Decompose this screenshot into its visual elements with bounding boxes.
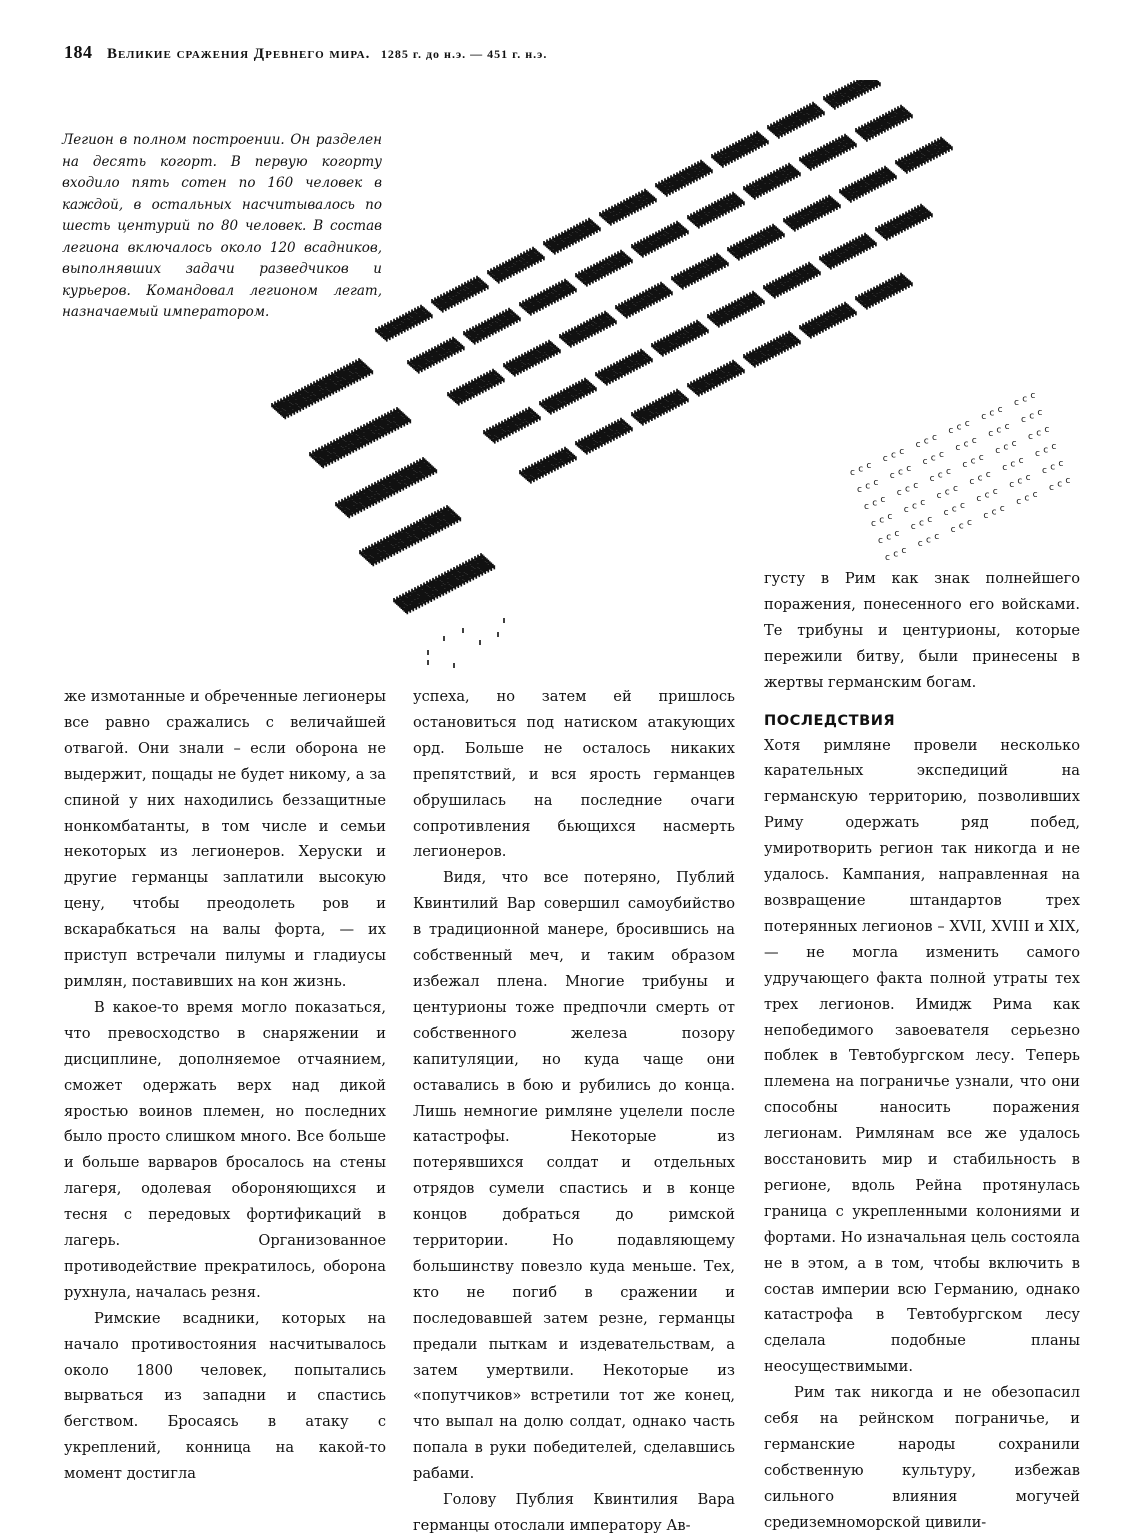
svg-text:c: c: [887, 512, 893, 522]
svg-text:c: c: [937, 470, 943, 481]
svg-text:c: c: [976, 494, 982, 504]
svg-text:c: c: [873, 478, 879, 488]
century-block: [764, 262, 820, 299]
svg-text:c: c: [992, 487, 998, 497]
svg-text:c: c: [1004, 422, 1010, 432]
svg-text:c: c: [970, 456, 976, 467]
svg-text:c: c: [920, 498, 926, 508]
svg-text:c: c: [880, 495, 886, 505]
svg-text:c: c: [963, 439, 969, 450]
century-block: [856, 273, 912, 310]
svg-text:c: c: [878, 536, 883, 546]
text-column-2: [413, 684, 735, 1539]
svg-text:c: c: [929, 474, 935, 484]
svg-text:c: c: [999, 504, 1005, 514]
svg-text:c: c: [988, 429, 994, 439]
svg-text:c: c: [910, 522, 916, 532]
svg-text:c: c: [956, 422, 962, 433]
cavalry-block: [850, 391, 1070, 563]
century-block: [376, 305, 432, 342]
svg-text:c: c: [944, 487, 950, 498]
svg-text:c: c: [989, 408, 995, 419]
century-block: [820, 233, 876, 270]
book-title: Великие сражения Древнего мира.: [107, 46, 371, 62]
svg-text:c: c: [1050, 462, 1056, 473]
svg-text:c: c: [857, 485, 862, 495]
svg-text:c: c: [1018, 456, 1024, 466]
svg-text:c: c: [939, 450, 944, 460]
svg-text:c: c: [978, 453, 984, 463]
century-block: [576, 250, 632, 287]
text-column-1: [64, 684, 386, 1487]
svg-text:c: c: [858, 464, 864, 475]
paragraph: Римские всадники, которых на начало противостояния насчитывалось около 1800 человек, попытались вырваться из западни и спастись бегством. Бросаясь в атаку с укреплений, конница на какой-то момент достигла: [64, 1309, 386, 1483]
caption-text: Легион в полном построении. Он разделен на десять когорт. В первую когорту входило пять сотен по 160 человек в каждой, в остальных насчитывалось по шесть центурий по 80 человек. В состав легиона включалось около 120 всадников, выполнявших задачи разведчиков и курьеров. Командовал легионом легат, назначаемый императором.: [62, 132, 382, 320]
svg-text:c: c: [1003, 442, 1009, 453]
first-cohort-block: [360, 505, 460, 566]
svg-text:c: c: [906, 464, 912, 474]
officers: [428, 618, 504, 668]
century-block: [652, 320, 708, 357]
svg-text:c: c: [901, 546, 907, 556]
century-block: [520, 447, 576, 484]
svg-text:c: c: [955, 443, 961, 453]
svg-text:c: c: [905, 484, 910, 495]
svg-text:c: c: [932, 433, 937, 443]
century-block: [520, 279, 576, 316]
running-header: [64, 42, 1124, 63]
century-block: [656, 160, 712, 197]
century-block: [896, 137, 952, 174]
svg-text:c: c: [1029, 411, 1035, 422]
century-block: [632, 389, 688, 426]
svg-text:c: c: [960, 501, 965, 511]
svg-text:c: c: [1035, 449, 1040, 459]
svg-text:c: c: [1002, 463, 1008, 473]
svg-text:c: c: [926, 535, 931, 546]
century-block: [576, 418, 632, 455]
section-heading: ПОСЛЕДСТВИЯ: [764, 711, 896, 729]
svg-text:c: c: [934, 532, 940, 542]
svg-text:c: c: [1025, 473, 1031, 483]
svg-text:c: c: [1057, 479, 1063, 490]
svg-text:c: c: [865, 481, 871, 492]
text-column-3: [764, 566, 1080, 1536]
century-block: [488, 247, 544, 284]
svg-text:c: c: [930, 453, 936, 464]
svg-text:c: c: [922, 457, 928, 467]
century-block: [800, 302, 856, 339]
svg-text:c: c: [882, 454, 888, 464]
svg-text:c: c: [951, 504, 957, 515]
svg-text:c: c: [981, 412, 987, 422]
svg-text:c: c: [894, 529, 900, 539]
paragraph: Голову Публия Квинтилия Вара германцы отослали императору Ав-: [413, 1491, 735, 1534]
svg-text:c: c: [850, 468, 855, 478]
svg-text:c: c: [943, 508, 949, 518]
century-block: [504, 340, 560, 377]
svg-text:c: c: [866, 461, 872, 471]
svg-text:c: c: [1024, 493, 1030, 504]
paragraph: Хотя римляне провели несколько карательных экспедиций на германскую территорию, позволивших Риму одержать ряд побед, умиротворить регион так никогда и не удалось. Кампания, направленная на возвращение штандартов трех потерянных легионов – XVII, XVIII и XIX, — не могла изменить самого удручающего факта полной утраты тех трех легионов. Имидж Рима как непобедимого завоевателя серьезно поблек в Тевтобургском лесу. Теперь племена на пограничье узнали, что они способны наносить поражения легионам. Римлянам все же удалось восстановить мир и стабильность в регионе, вдоль Рейна протянулась граница с укрепленными колониями и фортами. Но изначальная цель состояла не в этом, а в том, чтобы включить в состав империи всю Германию, однако катастрофа в Тевтобургском лесу сделала подобные планы неосуществимыми.: [764, 736, 1080, 1376]
century-block: [560, 311, 616, 348]
paragraph: В какое-то время могло показаться, что превосходство в снаряжении и дисциплине, дополняемое отчаянием, сможет одержать верх над дикой яростью воинов племен, но последних было просто слишком много. Все больше и больше варваров бросалось на стены лагеря, одолевая обороняющихся и тесня с передовых фортификаций в лагерь. Организованное противодействие прекратилось, оборона рухнула, началась резня.: [64, 998, 386, 1301]
svg-text:c: c: [917, 539, 923, 549]
century-block: [784, 195, 840, 232]
century-block: [484, 407, 540, 444]
svg-text:c: c: [903, 505, 909, 515]
svg-text:c: c: [1051, 442, 1057, 452]
century-block: [464, 308, 520, 345]
svg-text:c: c: [1037, 408, 1043, 418]
svg-text:c: c: [1011, 439, 1017, 449]
century-block: [616, 282, 672, 319]
svg-text:c: c: [964, 419, 970, 429]
first-cohort-block: [310, 407, 410, 468]
page-number: 184: [64, 42, 93, 62]
svg-text:c: c: [896, 488, 902, 498]
century-block: [540, 378, 596, 415]
svg-text:c: c: [1017, 476, 1023, 487]
century-block: [600, 189, 656, 226]
svg-text:c: c: [872, 498, 878, 509]
svg-text:c: c: [953, 484, 958, 494]
svg-text:c: c: [871, 519, 876, 529]
svg-text:c: c: [1032, 490, 1038, 500]
century-block: [876, 204, 932, 241]
svg-text:c: c: [912, 501, 917, 512]
svg-text:c: c: [967, 518, 972, 528]
svg-text:c: c: [1036, 428, 1042, 439]
svg-text:c: c: [936, 491, 942, 501]
century-block: [708, 291, 764, 328]
paragraph: густу в Рим как знак полнейшего поражения, понесенного его войсками. Те трибуны и центурионы, которые пережили битву, были принесены в жертвы германским богам.: [764, 570, 1080, 691]
svg-text:c: c: [995, 446, 1001, 456]
paragraph: Рим так никогда и не обезопасил себя на рейнском пограничье, и германские народы сохранили собственную культуру, избежав сильного влияния могучей средиземноморской цивили-: [764, 1384, 1080, 1531]
century-block: [672, 253, 728, 290]
svg-text:c: c: [1058, 459, 1064, 469]
svg-text:c: c: [969, 477, 975, 487]
first-cohort-block: [272, 358, 372, 419]
century-block: [824, 80, 880, 110]
svg-text:c: c: [923, 436, 929, 447]
svg-text:c: c: [1044, 425, 1050, 435]
svg-text:c: c: [893, 549, 899, 560]
century-block: [596, 349, 652, 386]
svg-text:c: c: [885, 553, 890, 563]
century-block: [728, 224, 784, 261]
century-block: [744, 331, 800, 368]
svg-text:c: c: [1030, 391, 1036, 401]
svg-text:c: c: [898, 467, 903, 478]
svg-text:c: c: [1022, 394, 1028, 405]
svg-text:c: c: [1014, 398, 1019, 408]
svg-text:c: c: [1009, 480, 1015, 490]
century-block: [856, 105, 912, 142]
svg-text:c: c: [1028, 432, 1033, 442]
svg-text:c: c: [864, 502, 869, 512]
century-block: [408, 337, 464, 374]
century-block: [840, 166, 896, 203]
century-block: [432, 276, 488, 313]
paragraph: Видя, что все потеряно, Публий Квинтилий Вар совершил самоубийство в традиционной манере, бросившись на собственный меч, и таким образом избежал плена. Многие трибуны и центурионы тоже предпочли смерть от собственного железа позору капитуляции, но куда чаще они оставались в бою и рубились до конца. Лишь немногие римляне уцелели после катастрофы. Некоторые из потерявшихся солдат и отдельных отрядов сумели спастись и в конце концов добраться до римской территории. Но подавляющему большинству повезло куда меньше. Тех, кто не погиб в сражении и последовавшей затем резне, германцы предали пыткам и издевательствам, а затем умертвили. Некоторые из «попутчиков» встретили тот же конец, что выпал на долю солдат, однако часть попала в руки победителей, сделавшись рабами.: [413, 869, 735, 1483]
svg-text:c: c: [891, 450, 896, 461]
svg-text:c: c: [913, 481, 919, 491]
svg-text:c: c: [889, 471, 895, 481]
svg-text:c: c: [996, 425, 1002, 436]
century-block: [688, 360, 744, 397]
century-block: [544, 218, 600, 255]
svg-text:c: c: [985, 470, 991, 480]
century-block: [800, 134, 856, 171]
svg-text:c: c: [1042, 466, 1047, 476]
century-block: [712, 131, 768, 168]
formation-blocks: [272, 80, 952, 614]
svg-text:c: c: [915, 440, 921, 450]
svg-text:c: c: [1021, 415, 1026, 425]
first-cohort-block: [394, 553, 494, 614]
century-block: [688, 192, 744, 229]
svg-text:c: c: [1010, 459, 1016, 470]
first-cohort-block: [336, 457, 436, 518]
svg-text:c: c: [977, 473, 983, 484]
svg-text:c: c: [1049, 483, 1054, 493]
svg-text:c: c: [879, 515, 885, 526]
svg-text:c: c: [919, 518, 924, 529]
svg-text:c: c: [886, 532, 892, 543]
paragraph: же измотанные и обреченные легионеры все равно сражались с величайшей отвагой. Они знали – если оборона не выдержит, пощады не будет никому, а за спиной у них находились беззащитные нонкомбатанты, в том числе и семьи некоторых из легионеров. Херуски и другие германцы заплатили высокую цену, чтобы преодолеть ров и вскарабкаться на валы форта, — их приступ встречали пилумы и гладиусы римлян, поставивших на кон жизнь.: [64, 688, 386, 990]
century-block: [448, 369, 504, 406]
svg-text:c: c: [946, 467, 951, 477]
svg-text:c: c: [948, 426, 954, 436]
svg-text:c: c: [1043, 445, 1049, 456]
svg-text:c: c: [983, 511, 989, 521]
paragraph: успеха, но затем ей пришлось остановиться под натиском атакующих орд. Больше не осталось никаких препятствий, и вся ярость германцев обрушилась на последние очаги сопротивления бьющихся насмерть легионеров.: [413, 688, 735, 861]
century-block: [768, 102, 824, 139]
book-dates: 1285 г. до н.э. — 451 г. н.э.: [380, 47, 548, 61]
svg-text:c: c: [1016, 497, 1022, 507]
svg-text:c: c: [927, 515, 933, 525]
svg-text:c: c: [958, 521, 964, 532]
svg-text:c: c: [997, 405, 1003, 415]
century-block: [744, 163, 800, 200]
svg-text:c: c: [899, 447, 905, 457]
century-block: [632, 221, 688, 258]
svg-text:c: c: [962, 460, 968, 470]
svg-text:c: c: [991, 507, 997, 518]
svg-text:c: c: [1065, 476, 1071, 486]
svg-text:c: c: [950, 525, 956, 535]
svg-text:c: c: [984, 490, 990, 501]
svg-text:c: c: [971, 436, 977, 446]
